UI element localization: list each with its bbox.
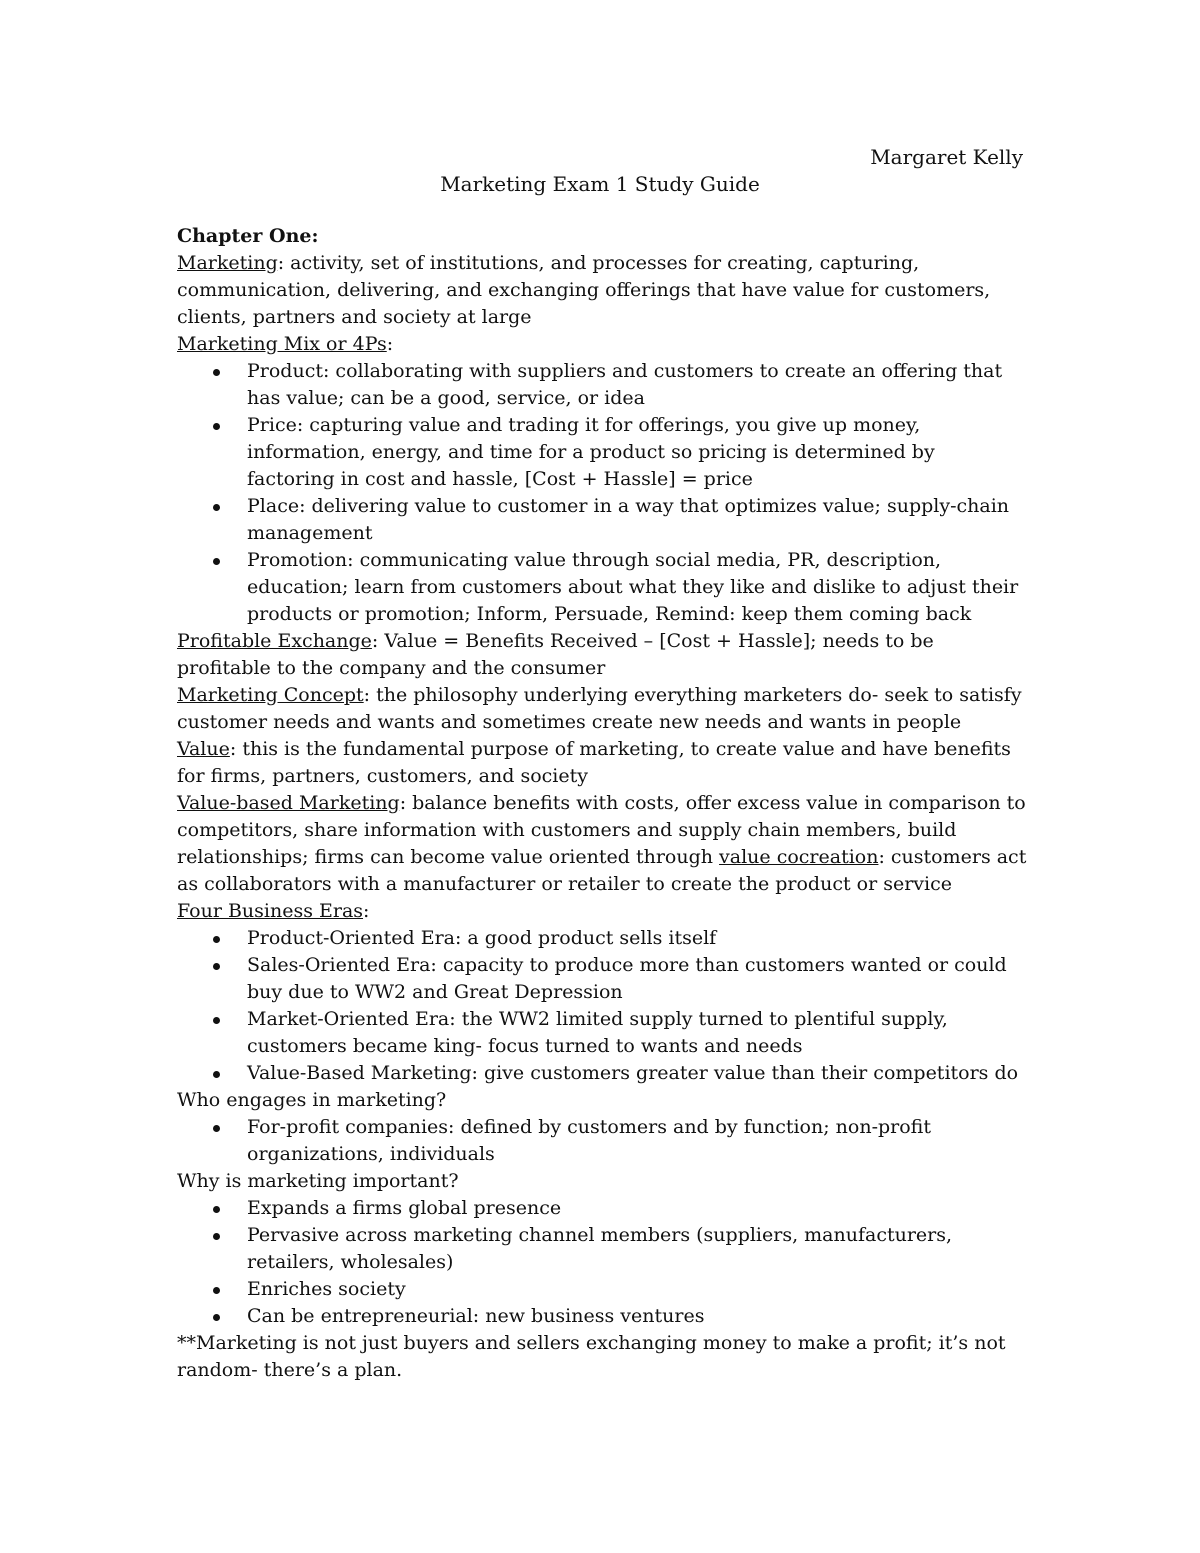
bullet-icon <box>213 1314 220 1321</box>
list-item-text: Promotion: communicating value through social media, PR, description, education; learn from customers about what they like and dislike to adjust their products or promotion; Inform, Persuade, Remind: keep them coming back <box>247 549 1019 625</box>
profitable-exchange-text: : Value = Benefits Received – [Cost + Hassle]; needs to be profitable to the company and the consumer <box>177 630 934 679</box>
who-list <box>177 1114 1027 1168</box>
list-item <box>177 925 1027 952</box>
list-item-text: Place: delivering value to customer in a way that optimizes value; supply-chain management <box>247 495 1010 544</box>
list-item-text: Market-Oriented Era: the WW2 limited supply turned to plentiful supply, customers became king- focus turned to wants and needs <box>247 1008 948 1057</box>
list-item <box>177 1006 1027 1060</box>
list-item-text: Sales-Oriented Era: capacity to produce more than customers wanted or could buy due to WW2 and Great Depression <box>247 954 1007 1003</box>
list-item <box>177 1195 1027 1222</box>
value-based-definition <box>177 790 1027 898</box>
document-title: Marketing Exam 1 Study Guide <box>440 172 760 196</box>
marketing-concept-definition <box>177 682 1027 736</box>
list-item-text: For-profit companies: defined by customers and by function; non-profit organizations, individuals <box>247 1116 931 1165</box>
marketing-concept-term: Marketing Concept <box>177 684 364 706</box>
closing-note: **Marketing is not just buyers and sellers exchanging money to make a profit; it’s not random- there’s a plan. <box>177 1332 1006 1381</box>
author-name: Margaret Kelly <box>870 145 1023 169</box>
marketing-mix-list <box>177 358 1027 628</box>
bullet-icon <box>213 423 220 430</box>
who-question: Who engages in marketing? <box>177 1089 447 1111</box>
list-item <box>177 1060 1027 1087</box>
value-text: : this is the fundamental purpose of marketing, to create value and have benefits for firms, partners, customers, and society <box>177 738 1011 787</box>
eras-list <box>177 925 1027 1087</box>
bullet-icon <box>213 1206 220 1213</box>
list-item <box>177 412 1027 493</box>
marketing-definition <box>177 250 1027 331</box>
bullet-icon <box>213 1287 220 1294</box>
bullet-icon <box>213 936 220 943</box>
marketing-mix-term: Marketing Mix or 4Ps <box>177 333 387 355</box>
marketing-mix-colon: : <box>386 333 394 355</box>
list-item-text: Product: collaborating with suppliers and customers to create an offering that has value; can be a good, service, or idea <box>247 360 1003 409</box>
value-cocreation-text: : customers act as collaborators with a manufacturer or retailer to create the product or service <box>177 846 1027 895</box>
bullet-icon <box>213 369 220 376</box>
profitable-exchange-definition <box>177 628 1027 682</box>
bullet-icon <box>213 1017 220 1024</box>
list-item-text: Pervasive across marketing channel members (suppliers, manufacturers, retailers, wholesales) <box>247 1224 953 1273</box>
eras-term: Four Business Eras <box>177 900 364 922</box>
marketing-concept-text: : the philosophy underlying everything marketers do- seek to satisfy customer needs and wants and sometimes create new needs and wants in people <box>177 684 1022 733</box>
value-term: Value <box>177 738 230 760</box>
list-item <box>177 1114 1027 1168</box>
profitable-exchange-term: Profitable Exchange <box>177 630 372 652</box>
list-item <box>177 1276 1027 1303</box>
list-item <box>177 952 1027 1006</box>
list-item <box>177 358 1027 412</box>
bullet-icon <box>213 504 220 511</box>
marketing-mix-heading <box>177 331 1027 358</box>
list-item-text: Value-Based Marketing: give customers greater value than their competitors do <box>247 1062 1019 1084</box>
chapter-heading: Chapter One: <box>177 225 319 247</box>
value-cocreation-term: value cocreation <box>719 846 879 868</box>
list-item <box>177 1303 1027 1330</box>
why-question: Why is marketing important? <box>177 1170 459 1192</box>
bullet-icon <box>213 1233 220 1240</box>
marketing-text: : activity, set of institutions, and processes for creating, capturing, communication, delivering, and exchanging offerings that have value for customers, clients, partners and society at large <box>177 252 991 328</box>
bullet-icon <box>213 558 220 565</box>
list-item <box>177 547 1027 628</box>
list-item-text: Can be entrepreneurial: new business ventures <box>247 1305 705 1327</box>
bullet-icon <box>213 1071 220 1078</box>
list-item-text: Expands a firms global presence <box>247 1197 562 1219</box>
value-based-term: Value-based Marketing <box>177 792 400 814</box>
list-item-text: Enriches society <box>247 1278 406 1300</box>
value-based-text: : balance benefits with costs, offer excess value in comparison to competitors, share information with customers and supply chain members, build relationships; firms can become value oriented through <box>177 792 1026 868</box>
eras-colon: : <box>363 900 370 922</box>
bullet-icon <box>213 1125 220 1132</box>
list-item-text: Product-Oriented Era: a good product sells itself <box>247 927 717 949</box>
list-item-text: Price: capturing value and trading it for offerings, you give up money, information, energy, and time for a product so pricing is determined by factoring in cost and hassle, [Cost + Hassle] = price <box>247 414 935 490</box>
list-item <box>177 493 1027 547</box>
bullet-icon <box>213 963 220 970</box>
eras-heading <box>177 898 1027 925</box>
document-body <box>177 223 1027 1384</box>
marketing-term: Marketing <box>177 252 278 274</box>
list-item <box>177 1222 1027 1276</box>
why-list <box>177 1195 1027 1330</box>
value-definition <box>177 736 1027 790</box>
